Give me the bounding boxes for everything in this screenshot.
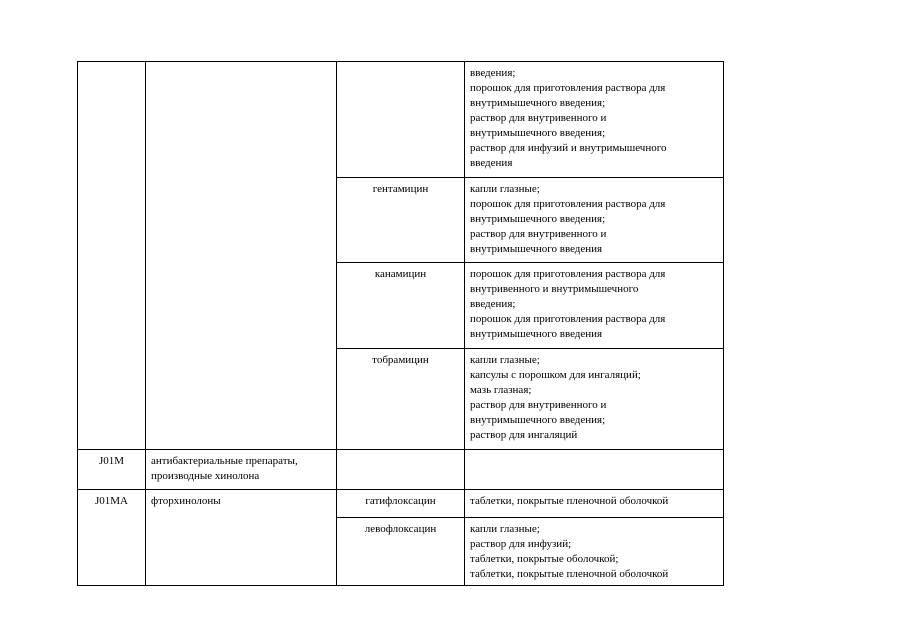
dosage-form-line: порошок для приготовления раствора для <box>470 82 666 94</box>
drug-table-body <box>78 62 724 586</box>
drug-table <box>77 61 724 586</box>
dosage-form-line: введения; <box>470 67 516 79</box>
group-name-line: антибактериальные препараты, <box>151 455 298 467</box>
dosage-form-line: внутривенного и внутримышечного <box>470 283 639 295</box>
dosage-forms-cell <box>465 62 724 178</box>
dosage-form-line: мазь глазная; <box>470 384 532 396</box>
dosage-form-line: раствор для внутривенного и <box>470 399 607 411</box>
dosage-form-line: капли глазные; <box>470 523 540 535</box>
dosage-form-line: порошок для приготовления раствора для <box>470 268 666 280</box>
dosage-forms-cell <box>465 490 724 518</box>
dosage-form-line: таблетки, покрытые оболочкой; <box>470 553 619 565</box>
dosage-form-line: капли глазные; <box>470 354 540 366</box>
dosage-form-line: внутримышечного введения; <box>470 97 606 109</box>
dosage-form-line: раствор для внутривенного и <box>470 228 607 240</box>
dosage-forms-cell <box>465 263 724 349</box>
atc-code-cell: J01MA <box>78 490 146 586</box>
dosage-form-line: раствор для инфузий; <box>470 538 572 550</box>
dosage-forms-cell <box>465 450 724 490</box>
table-row <box>78 490 724 518</box>
dosage-form-line: таблетки, покрытые пленочной оболочкой <box>470 495 669 507</box>
dosage-form-line: внутримышечного введения; <box>470 213 606 225</box>
group-name-line: фторхинолоны <box>151 495 221 507</box>
drug-name-cell: гентамицин <box>337 178 465 263</box>
dosage-form-line: внутримышечного введения; <box>470 414 606 426</box>
dosage-forms-cell <box>465 518 724 586</box>
drug-name-cell <box>337 450 465 490</box>
drug-name-cell: канамицин <box>337 263 465 349</box>
dosage-form-line: порошок для приготовления раствора для <box>470 198 666 210</box>
dosage-forms-cell <box>465 178 724 263</box>
dosage-form-line: введения; <box>470 298 516 310</box>
atc-code-cell <box>78 62 146 450</box>
dosage-form-line: таблетки, покрытые пленочной оболочкой <box>470 568 669 580</box>
dosage-form-line: капли глазные; <box>470 183 540 195</box>
drug-name-cell: гатифлоксацин <box>337 490 465 518</box>
group-name-cell <box>146 490 337 586</box>
drug-name-cell <box>337 62 465 178</box>
drug-name-cell: тобрамицин <box>337 349 465 450</box>
dosage-form-line: капсулы с порошком для ингаляций; <box>470 369 641 381</box>
dosage-form-line: раствор для внутривенного и <box>470 112 607 124</box>
dosage-form-line: раствор для ингаляций <box>470 429 578 441</box>
dosage-forms-cell <box>465 349 724 450</box>
group-name-line: производные хинолона <box>151 470 260 482</box>
dosage-form-line: введения <box>470 157 513 169</box>
dosage-form-line: порошок для приготовления раствора для <box>470 313 666 325</box>
drug-name-cell: левофлоксацин <box>337 518 465 586</box>
group-name-cell <box>146 62 337 450</box>
atc-code-cell: J01M <box>78 450 146 490</box>
dosage-form-line: внутримышечного введения; <box>470 127 606 139</box>
table-row <box>78 450 724 490</box>
dosage-form-line: раствор для инфузий и внутримышечного <box>470 142 667 154</box>
dosage-form-line: внутримышечного введения <box>470 328 603 340</box>
group-name-cell <box>146 450 337 490</box>
table-row <box>78 62 724 178</box>
dosage-form-line: внутримышечного введения <box>470 243 603 255</box>
